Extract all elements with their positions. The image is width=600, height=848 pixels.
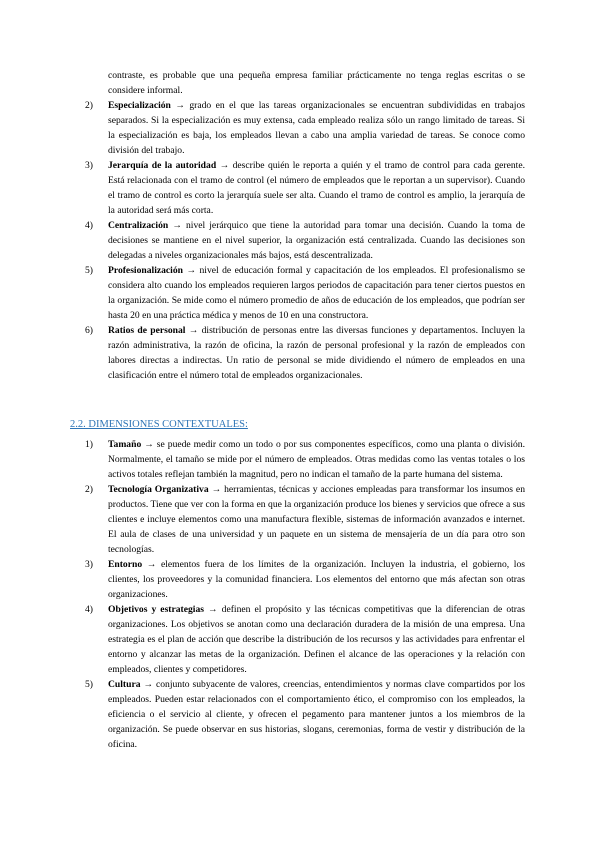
contextual-dimensions-list xyxy=(85,437,525,752)
arrow-icon: → xyxy=(144,439,154,450)
list-item-profesionalizacion xyxy=(85,263,525,323)
item-text: elementos fuera de los límites de la organización. Incluyen la industria, el gobierno, los clientes, los proveedores y la comunidad financiera. Los elementos del entorno que más afectan son otras organizaciones. xyxy=(108,559,525,600)
item-term: Cultura xyxy=(108,679,141,690)
item-term: Ratios de personal xyxy=(108,325,186,336)
item-term: Tecnología Organizativa xyxy=(108,484,209,495)
arrow-icon: → xyxy=(219,160,230,171)
item-text: definen el propósito y las técnicas competitivas que la diferencian de otras organizaciones. Los objetivos se anotan como una declaración duradera de la misión de una empresa. Una estrategia es el plan de acción que describe la distribución de los recursos y las actividades para enfrentar el entorno y alcanzar las metas de la organización. Definen el alcance de las operaciones y la relación con empleados, clientes y competidores. xyxy=(108,604,525,675)
list-item-jerarquia xyxy=(85,158,525,218)
list-item-objetivos xyxy=(85,602,525,677)
arrow-icon: → xyxy=(146,559,157,570)
list-item-cultura xyxy=(85,677,525,752)
item-term: Entorno xyxy=(108,559,143,570)
item-text: herramientas, técnicas y acciones empleadas para transformar los insumos en productos. Tiene que ver con la forma en que la organización produce los bienes y servicios que ofrece a sus clientes e incluye elementos como una manufactura flexible, sistemas de información avanzados e internet. El aula de clases de una universidad y un paquete en un sistema de mensajería de un día para otro son tecnologías. xyxy=(108,484,525,555)
item-number: 2) xyxy=(85,100,93,111)
item-number: 6) xyxy=(85,325,93,336)
section-heading: 2.2. DIMENSIONES CONTEXTUALES: xyxy=(70,419,248,430)
arrow-icon: → xyxy=(172,220,182,231)
item-number: 5) xyxy=(85,679,93,690)
item-term: Jerarquía de la autoridad xyxy=(108,160,217,171)
item-text: nivel jerárquico que tiene la autoridad para tomar una decisión. Cuando la toma de decisiones se mantiene en el nivel superior, la organización está centralizada. Cuando las decisiones son delegadas a niveles organizacionales más bajos, está descentralizada. xyxy=(108,220,525,261)
list-item-tecnologia xyxy=(85,482,525,557)
list-item-entorno xyxy=(85,557,525,602)
item-term: Tamaño xyxy=(108,439,142,450)
item-term: Centralización xyxy=(108,220,169,231)
arrow-icon: → xyxy=(186,265,197,276)
structural-dimensions-list xyxy=(85,68,525,383)
item-text: describe quién le reporta a quién y el tramo de control para cada gerente. Está relacionada con el tramo de control (el número de empleados que le reportan a un supervisor). Cuando el tramo de control es corto la jerarquía suele ser alta. Cuando el tramo de control es amplio, la jerarquía de la autoridad será más corta. xyxy=(108,160,525,216)
item-number: 4) xyxy=(85,604,93,615)
arrow-icon: → xyxy=(175,100,185,111)
item-text: se puede medir como un todo o por sus componentes específicos, como una planta o división. Normalmente, el tamaño se mide por el número de empleados. Otras medidas como las ventas totales o los activos totales reflejan también la magnitud, pero no indican el tamaño de la parte humana del sistema. xyxy=(108,439,525,480)
item-number: 3) xyxy=(85,559,93,570)
item-number: 3) xyxy=(85,160,93,171)
list-item-tamano xyxy=(85,437,525,482)
item-number: 5) xyxy=(85,265,93,276)
item-text: nivel de educación formal y capacitación de los empleados. El profesionalismo se considera alto cuando los empleados requieren largos periodos de capacitación para tener ciertos puestos en la organización. Se mide como el número promedio de años de educación de los empleados, que podrían ser hasta 20 en una práctica médica y menos de 10 en una constructora. xyxy=(108,265,525,321)
arrow-icon: → xyxy=(143,679,154,690)
item-text: conjunto subyacente de valores, creencias, entendimientos y normas clave compartidos por los empleados. Pueden estar relacionados con el comportamiento ético, el compromiso con los empleados, la eficiencia o el servicio al cliente, y ofrecen el pegamento para mantener juntos a los miembros de la organización. Se puede observar en sus historias, slogans, ceremonias, forma de vestir y distribución de la oficina. xyxy=(108,679,525,750)
item-number: 2) xyxy=(85,484,93,495)
list-item-ratios xyxy=(85,323,525,383)
item-term: Profesionalización xyxy=(108,265,183,276)
arrow-icon: → xyxy=(211,484,222,495)
item-text: distribución de personas entre las diversas funciones y departamentos. Incluyen la razón administrativa, la razón de oficina, la razón de personal profesional y la razón de empleados con labores directas a indirectas. Un ratio de personal se mide dividiendo el número de empleados en una clasificación entre el número total de empleados organizacionales. xyxy=(108,325,526,381)
item-number: 4) xyxy=(85,220,93,231)
list-item-centralizacion xyxy=(85,218,525,263)
item-number: 1) xyxy=(85,439,93,450)
arrow-icon: → xyxy=(208,604,218,615)
item-term: Objetivos y estrategias xyxy=(108,604,204,615)
continuation-paragraph: contraste, es probable que una pequeña empresa familiar prácticamente no tenga reglas escritas o se considere informal. xyxy=(108,70,525,96)
item-term: Especialización xyxy=(108,100,171,111)
arrow-icon: → xyxy=(188,325,199,336)
list-item-especializacion xyxy=(85,98,525,158)
item-text: grado en el que las tareas organizacionales se encuentran subdivididas en trabajos separados. Si la especialización es muy extensa, cada empleado realiza sólo un rango limitado de tareas. Si la especialización es baja, los empleados llevan a cabo una amplia variedad de tareas. Se conoce como división del trabajo. xyxy=(108,100,526,156)
